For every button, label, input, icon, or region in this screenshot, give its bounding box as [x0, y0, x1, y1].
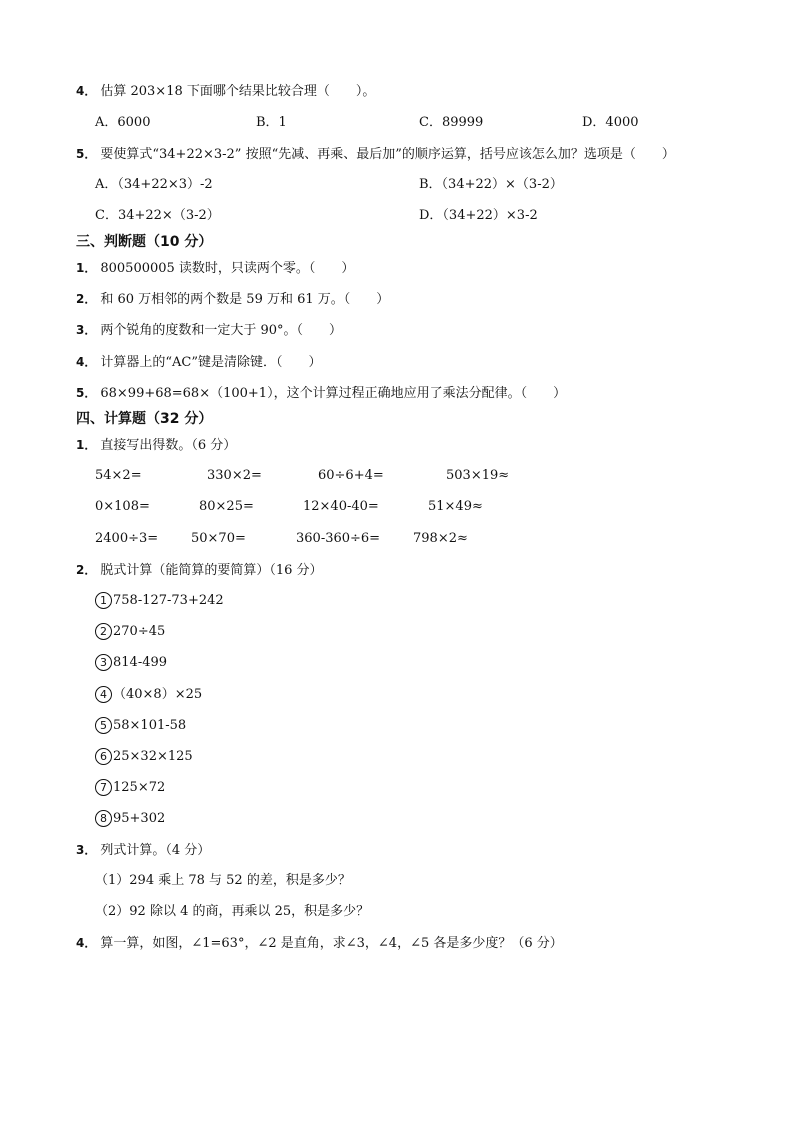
circled-number: 3: [95, 654, 112, 671]
stepwise-item: [95, 592, 224, 610]
expression: 58×101-58: [113, 718, 187, 733]
judge-item-3: [76, 321, 342, 340]
oral-calc-cell: 50×70=: [191, 531, 246, 546]
oral-calc-cell: 12×40-40=: [303, 499, 379, 514]
expression: 25×32×125: [113, 749, 193, 764]
choice-q5-option-a: A．（34+22×3）-2: [95, 177, 213, 192]
calc-q2: [76, 561, 323, 580]
choice-q5-option-d: D．（34+22）×3-2: [419, 208, 538, 223]
question-number: 4．: [76, 355, 97, 369]
circled-number: 1: [95, 592, 112, 609]
question-number: 4．: [76, 84, 97, 98]
choice-q4-option-b: B．1: [256, 115, 287, 130]
choice-q4-option-a: A．6000: [95, 115, 151, 130]
question-text: 和 60 万相邻的两个数是 59 万和 61 万。（ ）: [100, 292, 390, 307]
oral-calc-cell: 54×2=: [95, 468, 142, 483]
expression: 270÷45: [113, 624, 166, 639]
question-number: 3．: [76, 323, 97, 337]
oral-calc-cell: 0×108=: [95, 499, 150, 514]
circled-number: 5: [95, 717, 112, 734]
oral-calc-cell: 798×2≈: [413, 531, 468, 546]
stepwise-item: [95, 686, 202, 704]
stepwise-item: [95, 779, 165, 797]
question-number: 1．: [76, 438, 97, 452]
choice-q5-option-c: C．34+22×（3-2）: [95, 208, 220, 223]
choice-q5-option-b: B．（34+22）×（3-2）: [419, 177, 563, 192]
oral-calc-cell: 80×25=: [199, 499, 254, 514]
expression: （40×8）×25: [113, 687, 203, 702]
oral-calc-cell: 503×19≈: [446, 468, 510, 483]
question-number: 2．: [76, 563, 97, 577]
question-text: 算一算，如图，∠1=63°，∠2 是直角，求∠3，∠4，∠5 各是多少度？（6 分）: [100, 936, 563, 951]
calc-q3: [76, 841, 210, 860]
judge-item-4: [76, 353, 322, 372]
choice-q5: [76, 145, 675, 164]
circled-number: 2: [95, 623, 112, 640]
choice-q4: [76, 82, 375, 101]
calc-q1: [76, 436, 236, 455]
question-text: 68×99+68=68×（100+1），这个计算过程正确地应用了乘法分配律。（ ）: [100, 386, 567, 401]
oral-calc-cell: 2400÷3=: [95, 531, 159, 546]
question-number: 2．: [76, 292, 97, 306]
judge-item-5: [76, 384, 566, 403]
stepwise-item: [95, 717, 186, 735]
word-problem-2: （2）92 除以 4 的商，再乘以 25，积是多少？: [95, 904, 370, 919]
oral-calc-cell: 60÷6+4=: [318, 468, 384, 483]
expression: 758-127-73+242: [113, 593, 224, 608]
stepwise-item: [95, 623, 165, 641]
expression: 125×72: [113, 780, 166, 795]
expression: 814-499: [113, 655, 168, 670]
question-number: 3．: [76, 843, 97, 857]
calc-q4: [76, 934, 563, 953]
section-heading-calc: 四、计算题（32 分）: [76, 411, 213, 427]
question-text: 列式计算。（4 分）: [100, 843, 211, 858]
section-heading-judge: 三、判断题（10 分）: [76, 234, 213, 250]
circled-number: 7: [95, 779, 112, 796]
question-text: 脱式计算（能简算的要简算）（16 分）: [100, 563, 323, 578]
judge-item-1: [76, 259, 354, 278]
question-number: 4．: [76, 936, 97, 950]
question-text: 要使算式“34+22×3-2” 按照“先减、再乘、最后加”的顺序运算，括号应该怎么加？选项是（ ）: [100, 147, 675, 162]
stepwise-item: [95, 810, 165, 828]
circled-number: 4: [95, 686, 112, 703]
question-text: 估算 203×18 下面哪个结果比较合理（ ）。: [100, 84, 376, 99]
question-text: 两个锐角的度数和一定大于 90°。（ ）: [100, 323, 343, 338]
choice-q4-option-c: C．89999: [419, 115, 484, 130]
circled-number: 8: [95, 810, 112, 827]
question-text: 直接写出得数。（6 分）: [100, 438, 237, 453]
choice-q4-option-d: D．4000: [582, 115, 639, 130]
question-number: 5．: [76, 147, 97, 161]
stepwise-item: [95, 748, 193, 766]
question-number: 1．: [76, 261, 97, 275]
word-problem-1: （1）294 乘上 78 与 52 的差，积是多少？: [95, 873, 351, 888]
oral-calc-cell: 330×2=: [207, 468, 262, 483]
circled-number: 6: [95, 748, 112, 765]
question-text: 800500005 读数时，只读两个零。（ ）: [100, 261, 355, 276]
question-text: 计算器上的“AC”键是清除键．（ ）: [100, 355, 322, 370]
stepwise-item: [95, 654, 167, 672]
question-number: 5．: [76, 386, 97, 400]
oral-calc-cell: 360-360÷6=: [296, 531, 381, 546]
judge-item-2: [76, 290, 389, 309]
expression: 95+302: [113, 811, 166, 826]
oral-calc-cell: 51×49≈: [428, 499, 483, 514]
